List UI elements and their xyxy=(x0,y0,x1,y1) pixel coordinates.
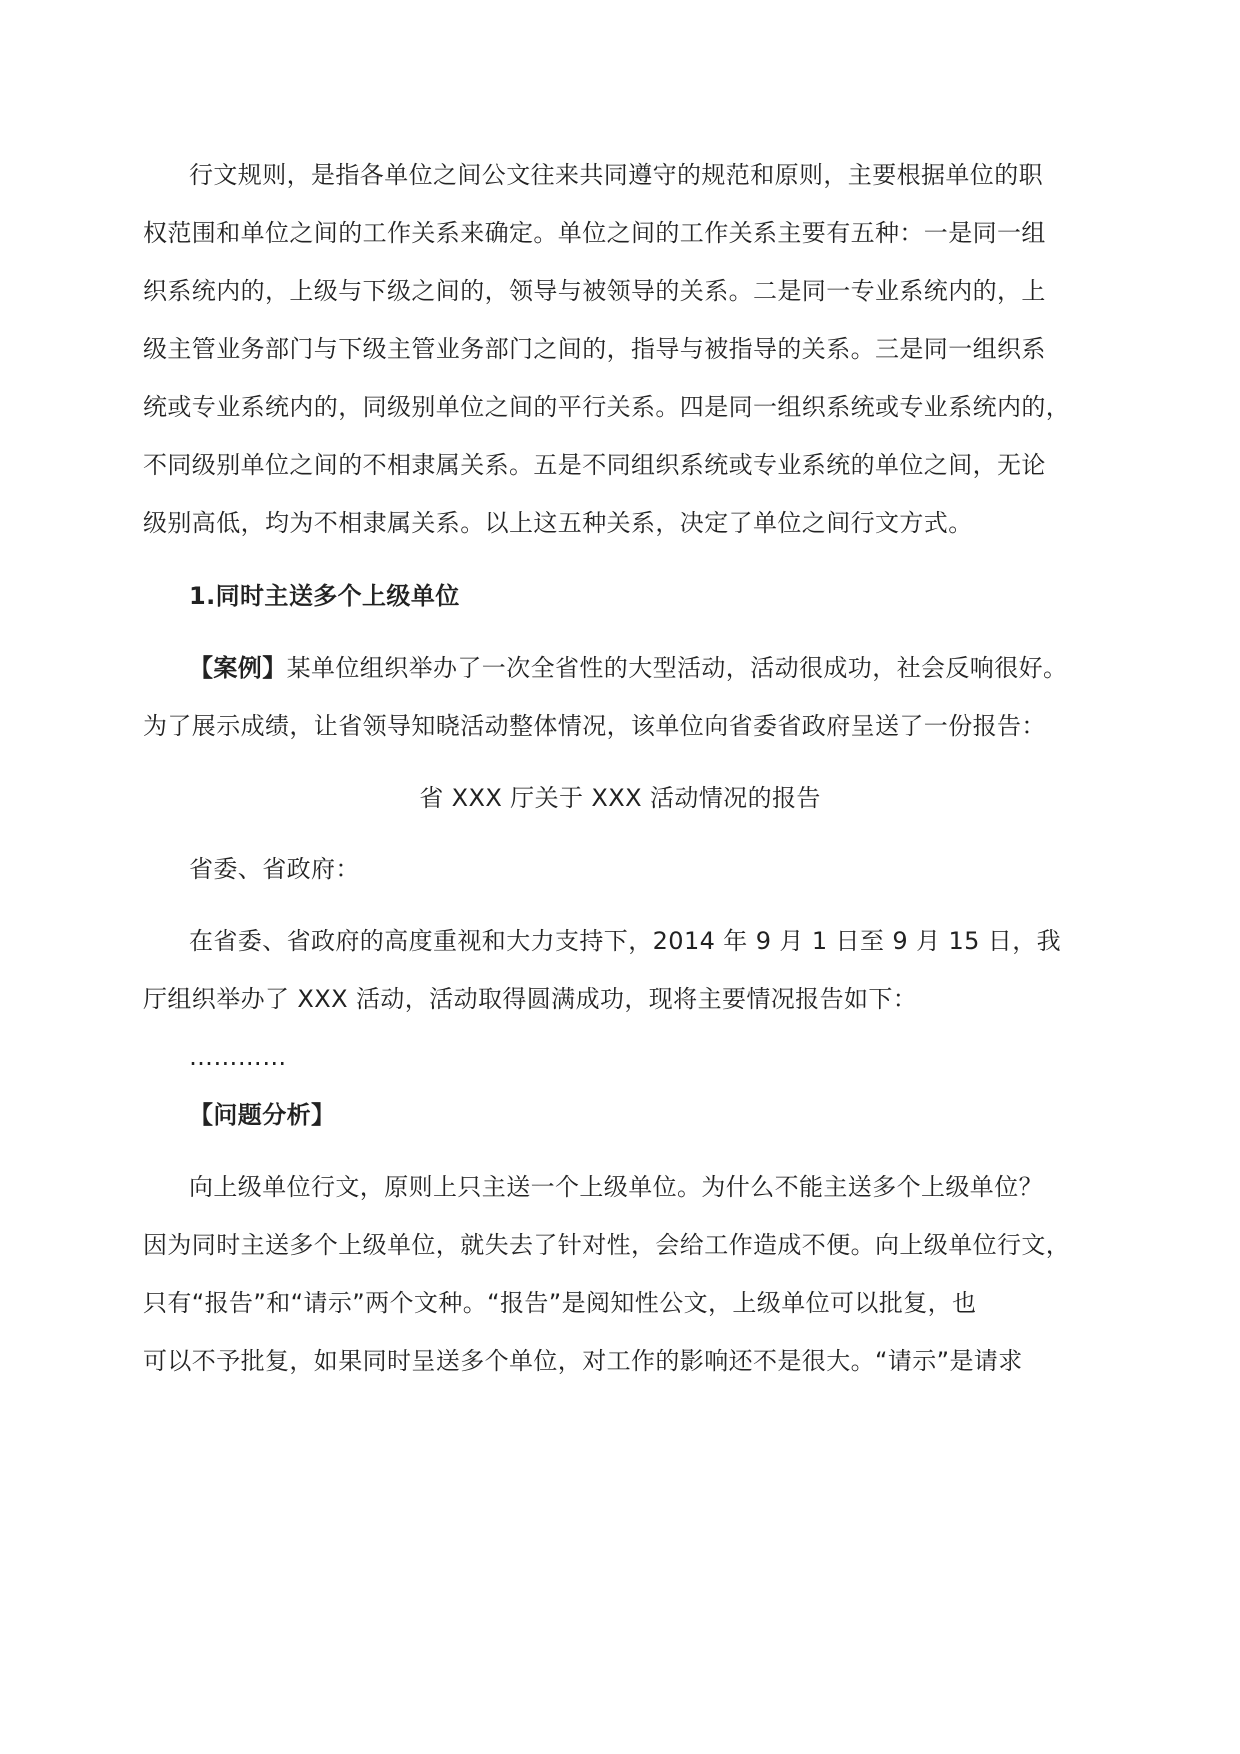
paragraph-1-line-6: 不同级别单位之间的不相隶属关系。五是不同组织系统或专业系统的单位之间，无论 xyxy=(143,451,1046,479)
case-line-2: 为了展示成绩，让省领导知晓活动整体情况，该单位向省委省政府呈送了一份报告： xyxy=(143,712,1046,740)
section-heading: 1.同时主送多个上级单位 xyxy=(189,582,460,610)
paragraph-1-line-2: 权范围和单位之间的工作关系来确定。单位之间的工作关系主要有五种：一是同一组 xyxy=(143,219,1046,247)
case-line-1 xyxy=(189,652,1067,684)
report-salutation: 省委、省政府： xyxy=(189,855,360,883)
paragraph-1-line-3: 织系统内的，上级与下级之间的，领导与被领导的关系。二是同一专业系统内的，上 xyxy=(143,277,1046,305)
case-label: 【案例】 xyxy=(189,654,287,682)
report-ellipsis: ………… xyxy=(189,1043,287,1071)
report-title: 省 XXX 厅关于 XXX 活动情况的报告 xyxy=(419,784,821,812)
analysis-line-3: 只有“报告”和“请示”两个文种。“报告”是阅知性公文，上级单位可以批复，也 xyxy=(143,1289,977,1317)
report-body-line-1: 在省委、省政府的高度重视和大力支持下，2014 年 9 月 1 日至 9 月 15 日，我 xyxy=(189,927,1062,955)
analysis-line-4: 可以不予批复，如果同时呈送多个单位，对工作的影响还不是很大。“请示”是请求 xyxy=(143,1347,1023,1375)
analysis-label: 【问题分析】 xyxy=(189,1101,336,1129)
analysis-line-2: 因为同时主送多个上级单位，就失去了针对性，会给工作造成不便。向上级单位行文， xyxy=(143,1231,1071,1259)
paragraph-1-line-5: 统或专业系统内的，同级别单位之间的平行关系。四是同一组织系统或专业系统内的， xyxy=(143,393,1071,421)
paragraph-1-line-7: 级别高低，均为不相隶属关系。以上这五种关系，决定了单位之间行文方式。 xyxy=(143,509,973,537)
paragraph-1-line-4: 级主管业务部门与下级主管业务部门之间的，指导与被指导的关系。三是同一组织系 xyxy=(143,335,1046,363)
case-text: 某单位组织举办了一次全省性的大型活动，活动很成功，社会反响很好。 xyxy=(286,654,1068,682)
analysis-line-1: 向上级单位行文，原则上只主送一个上级单位。为什么不能主送多个上级单位？ xyxy=(189,1173,1043,1201)
report-body-line-2: 厅组织举办了 XXX 活动，活动取得圆满成功，现将主要情况报告如下： xyxy=(143,985,918,1013)
paragraph-1-line-1: 行文规则，是指各单位之间公文往来共同遵守的规范和原则，主要根据单位的职 xyxy=(189,161,1043,189)
